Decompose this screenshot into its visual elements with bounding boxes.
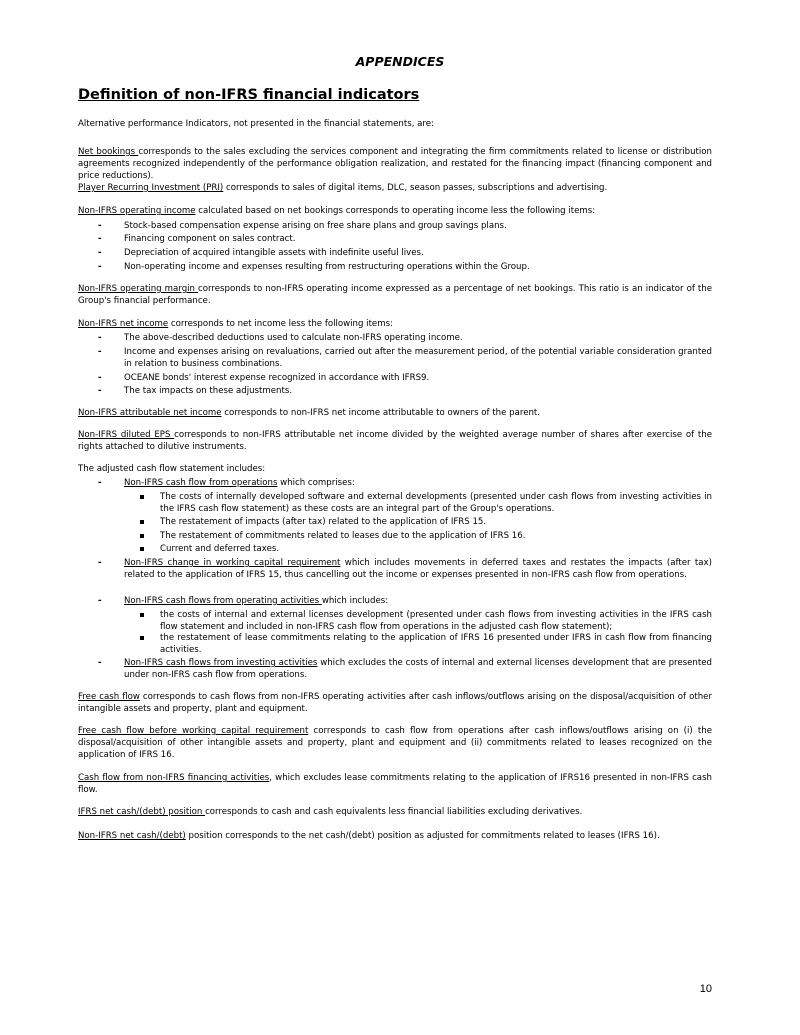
term: Cash flow from non-IFRS financing activities [78,773,270,783]
term: Non-IFRS cash flow from operations [124,478,278,488]
term: Non-IFRS attributable net income [78,408,222,418]
definition-text: which includes movements in deferred taxes and restates the impacts (after tax) related to the application of IFRS 15, thus cancelling out the income or expenses presented in non-IFRS cash flow from operations. [124,558,712,580]
term: Free cash flow before working capital requirement [78,726,309,736]
definition-text: calculated based on net bookings corresponds to operating income less the following items: [195,206,596,216]
definition-text: which excludes the costs of internal and external licenses development that are presented under non-IFRS cash flow from operations. [124,658,712,680]
list-item: - OCEANE bonds' interest expense recognized in accordance with IFRS9. [98,372,712,384]
definition-text: which includes: [321,596,389,606]
page-number: 10 [699,983,712,995]
term: Free cash flow [78,692,140,702]
term: Non-IFRS net cash/(debt) [78,831,186,841]
definition-text: corresponds to net income less the following items: [168,319,393,329]
list-item-working-capital [98,557,712,581]
intro-paragraph: Alternative performance Indicators, not presented in the financial statements, are: [78,119,434,129]
term: Non-IFRS operating income [78,206,196,216]
list-item: - Non-operating income and expenses resulting from restructuring operations within the Group. [98,261,712,273]
list-item: - Financing component on sales contract. [98,233,712,245]
definition-diluted-eps [78,429,712,453]
definition-operating-margin [78,283,712,307]
definition-text: which comprises: [277,478,355,488]
list-item: - The tax impacts on these adjustments. [98,385,712,397]
sub-list-item: The restatement of impacts (after tax) related to the application of IFRS 15. [124,516,712,528]
list-item: - Depreciation of acquired intangible assets with indefinite useful lives. [98,247,712,259]
definition-fcf-before-wcr [78,725,712,761]
definition-text: corresponds to cash flow from operations after cash inflows/outflows arising on (i) the disposal/acquisition of other intangible assets and property, plant and equipment and (ii) commitments related to leases recognized on the application of IFRS 16. [78,726,712,760]
definition-free-cash-flow [78,691,712,715]
definition-text: corresponds to cash and cash equivalents less financial liabilities excluding derivatives. [205,807,583,817]
page-heading: Definition of non-IFRS financial indicators [78,87,420,103]
sub-list-item: the restatement of lease commitments relating to the application of IFRS 16 presented under IFRS in cash flow from financing activities. [124,632,712,656]
sub-list-item: the costs of internal and external licenses development (presented under cash flows from investing activities in the IFRS cash flow statement and included in non-IFRS cash flow from operations in the adjusted cash flow statement); [124,609,712,633]
definition-text: position corresponds to the net cash/(debt) position as adjusted for commitments related to leases (IFRS 16). [185,831,660,841]
definition-net-bookings [78,146,712,182]
term: Non-IFRS diluted EPS [78,430,175,440]
definition-operating-income [78,205,712,217]
term: Net bookings [78,147,139,157]
adjusted-cash-flow-intro: The adjusted cash flow statement includes: [78,464,266,474]
definition-text: corresponds to cash flows from non-IFRS operating activities after cash inflows/outflows arising on the disposal/acquisition of other intangible assets and property, plant and equipment. [78,692,712,714]
definition-text: corresponds to non-IFRS operating income expressed as a percentage of net bookings. This ratio is an indicator of the Group's financial performance. [78,284,712,306]
list-item: - The above-described deductions used to calculate non-IFRS operating income. [98,332,712,344]
definition-text: corresponds to sales of digital items, DLC, season passes, subscriptions and advertising. [223,183,608,193]
definition-ifrs-net-cash [78,806,712,818]
definition-attributable-net-income [78,407,712,419]
definition-non-ifrs-net-cash [78,830,712,842]
sub-list-item: The costs of internally developed software and external developments (presented under cash flows from investing activities in the IFRS cash flow statement) as these costs are an integral part of the Group's operations. [124,491,712,515]
term: Non-IFRS net income [78,319,169,329]
term: Player Recurring Investment (PRI) [78,183,224,193]
definition-text: corresponds to the sales excluding the services component and integrating the firm commitments related to license or distribution agreements recognized independently of the performance obligation realization, and restated for the financing impact (financing component and price reductions). [78,147,712,181]
definition-cash-flow-financing [78,772,712,796]
section-title: APPENDICES [355,54,445,69]
list-item-operating-activities [98,595,712,607]
sub-list-item: Current and deferred taxes. [124,543,712,555]
term: Non-IFRS operating margin [78,284,199,294]
list-item-investing-activities [98,657,712,681]
term: Non-IFRS change in working capital requirement [124,558,341,568]
term: IFRS net cash/(debt) position [78,807,206,817]
definition-text: corresponds to non-IFRS net income attributable to owners of the parent. [221,408,541,418]
definition-text: corresponds to non-IFRS attributable net income divided by the weighted average number of shares after exercise of the rights attached to dilutive instruments. [78,430,712,452]
list-item-cash-flow-operations [98,477,712,489]
list-item: - Income and expenses arising on revaluations, carried out after the measurement period, of the potential variable consideration granted in relation to business combinations. [98,346,712,370]
definition-text: , which excludes lease commitments relating to the application of IFRS16 presented in non-IFRS cash flow. [78,773,712,795]
term: Non-IFRS cash flows from investing activities [124,658,318,668]
term: Non-IFRS cash flows from operating activities [124,596,322,606]
sub-list-item: The restatement of commitments related to leases due to the application of IFRS 16. [124,530,712,542]
definition-pri [78,182,712,194]
list-item: - Stock-based compensation expense arising on free share plans and group savings plans. [98,220,712,232]
definition-net-income [78,318,712,330]
